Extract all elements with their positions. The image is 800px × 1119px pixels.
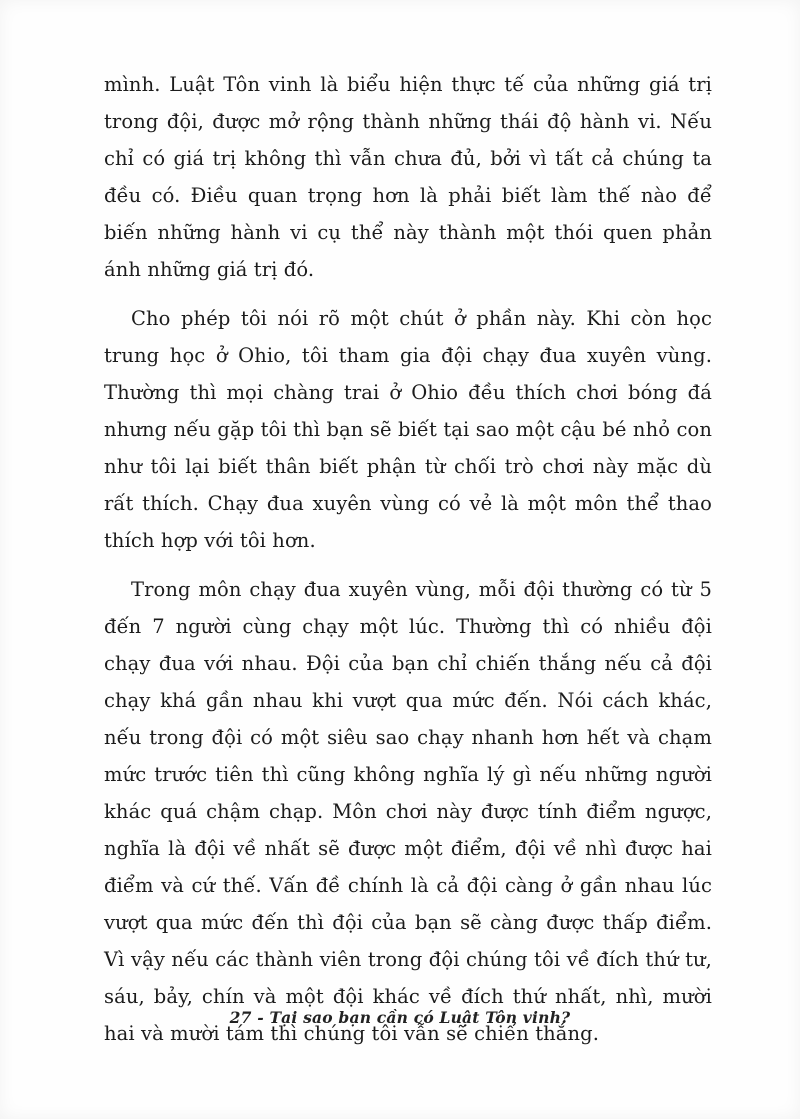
paragraph-2: Cho phép tôi nói rõ một chút ở phần này. Khi còn học trung học ở Ohio, tôi tham gia đội chạy đua xuyên vùng. Thường thì mọi chàng trai ở Ohio đều thích chơi bóng đá nhưng nếu gặp tôi thì bạn sẽ biết tại sao một cậu bé nhỏ con như tôi lại biết thân biết phận từ chối trò chơi này mặc dù rất thích. Chạy đua xuyên vùng có vẻ là một môn thể thao thích hợp với tôi hơn. bbox=[104, 307, 712, 552]
paragraph-3: Trong môn chạy đua xuyên vùng, mỗi đội thường có từ 5 đến 7 người cùng chạy một lúc. Thường thì có nhiều đội chạy đua với nhau. Đội của bạn chỉ chiến thắng nếu cả đội chạy khá gần nhau khi vượt qua mức đến. Nói cách khác, nếu trong đội có một siêu sao chạy nhanh hơn hết và chạm mức trước tiên thì cũng không nghĩa lý gì nếu những người khác quá chậm chạp. Môn chơi này được tính điểm ngược, nghĩa là đội về nhất sẽ được một điểm, đội về nhì được hai điểm và cứ thế. Vấn đề chính là cả đội càng ở gần nhau lúc vượt qua mức đến thì đội của bạn sẽ càng được thấp điểm. Vì vậy nếu các thành viên trong đội chúng tôi về đích thứ tư, sáu, bảy, chín và một đội khác về đích thứ nhất, nhì, mười hai và mười tám thì chúng tôi vẫn sẽ chiến thắng. bbox=[104, 578, 712, 1045]
page-footer bbox=[0, 1008, 800, 1027]
paragraph-1: mình. Luật Tôn vinh là biểu hiện thực tế của những giá trị trong đội, được mở rộng thành những thái độ hành vi. Nếu chỉ có giá trị không thì vẫn chưa đủ, bởi vì tất cả chúng ta đều có. Điều quan trọng hơn là phải biết làm thế nào để biến những hành vi cụ thể này thành một thói quen phản ánh những giá trị đó. bbox=[104, 73, 712, 281]
page-body-text bbox=[104, 66, 712, 1064]
footer-running-title: 27 - Tại sao bạn cần có Luật Tôn vinh? bbox=[229, 1008, 571, 1027]
